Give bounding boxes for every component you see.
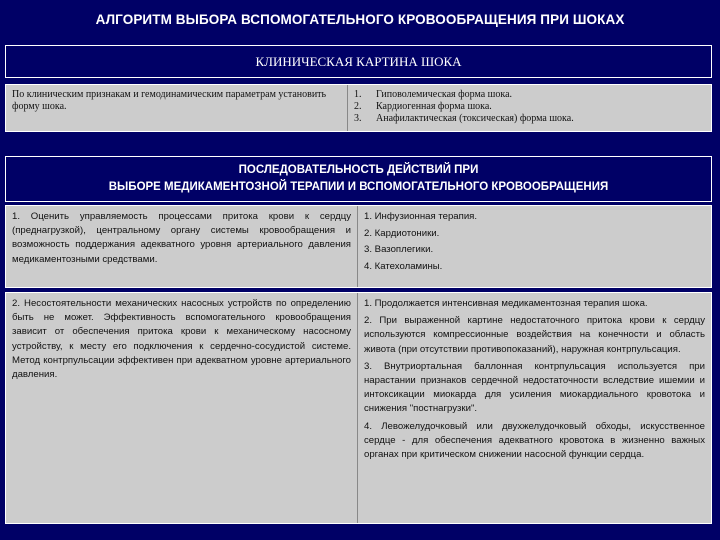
item-number: 3. xyxy=(354,113,362,124)
item-text: Кардиогенная форма шока. xyxy=(376,101,492,112)
list-item xyxy=(354,89,705,101)
item-text: Анафилактическая (токсическая) форма шока. xyxy=(376,113,574,124)
list-item xyxy=(354,101,705,113)
item-number: 1. xyxy=(354,89,362,100)
table-row xyxy=(5,292,712,524)
item-text: Гиповолемическая форма шока. xyxy=(376,89,513,100)
clinical-picture-row xyxy=(5,84,712,132)
list-item xyxy=(354,113,705,125)
action-item: 3. Внутриортальная баллонная контрпульсация используется при нарастании признаков сердечной недостаточности вследствие ишемии и интоксикации миокарда для усиления миокардиального кровотока и снижения "постнагрузки". xyxy=(364,360,705,415)
action-item: 1. Продолжается интенсивная медикаментозная терапия шока. xyxy=(364,298,648,309)
page-title: АЛГОРИТМ ВЫБОРА ВСПОМОГАТЕЛЬНОГО КРОВООБРАЩЕНИЯ ПРИ ШОКАХ xyxy=(95,12,625,27)
clinical-picture-header xyxy=(5,45,712,78)
action-item: 2. Кардиотоники. xyxy=(364,227,440,239)
item-number: 2. xyxy=(354,101,362,112)
sequence-title-line2: ВЫБОРЕ МЕДИКАМЕНТОЗНОЙ ТЕРАПИИ И ВСПОМОГАТЕЛЬНОГО КРОВООБРАЩЕНИЯ xyxy=(108,181,609,193)
action-item: 4. Катехоламины. xyxy=(364,261,443,273)
clinical-picture-title: КЛИНИЧЕСКАЯ КАРТИНА ШОКА xyxy=(255,53,462,69)
action-item: 3. Вазоплегики. xyxy=(364,244,434,256)
table-row xyxy=(5,205,712,288)
action-item: 2. При выраженной картине недостаточного притока крови к сердцу используются компрессионные воздействия на конечности и область живота (при отсутствии противопоказаний), наружная контрпульсация. xyxy=(364,315,705,355)
step-actions xyxy=(358,206,711,287)
sequence-header xyxy=(5,156,712,202)
shock-forms xyxy=(348,85,711,131)
action-item: 4. Левожелудочковый или двухжелудочковый обходы, искусственное сердце - для обеспечения адекватного кровотока в жизненно важных органах при критическом снижении насосной функции сердца. xyxy=(364,420,705,461)
step-description: 1. Оценить управляемость процессами притока крови к сердцу (преднагрузкой), центральному органу системы кровообращения и возможность поддержания адекватного уровня артериального давления медикаментозными средствами. xyxy=(6,206,358,287)
step-actions xyxy=(358,293,711,523)
clinical-instruction: По клиническим признакам и гемодинамическим параметрам установить форму шока. xyxy=(6,85,348,131)
action-item: 1. Инфузионная терапия. xyxy=(364,211,478,222)
step-description: 2. Несостоятельности механических насосных устройств по определению быть не может. Эффективность вспомогательного кровообращения зависит от обеспечения притока крови к механическому насосному устройству, к месту его подключения к сердечно-сосудистой системе. Метод контрпульсации эффективен при адекватном уровне артериального давления. xyxy=(6,293,358,523)
sequence-title-line1: ПОСЛЕДОВАТЕЛЬНОСТЬ ДЕЙСТВИЙ ПРИ xyxy=(238,164,479,176)
